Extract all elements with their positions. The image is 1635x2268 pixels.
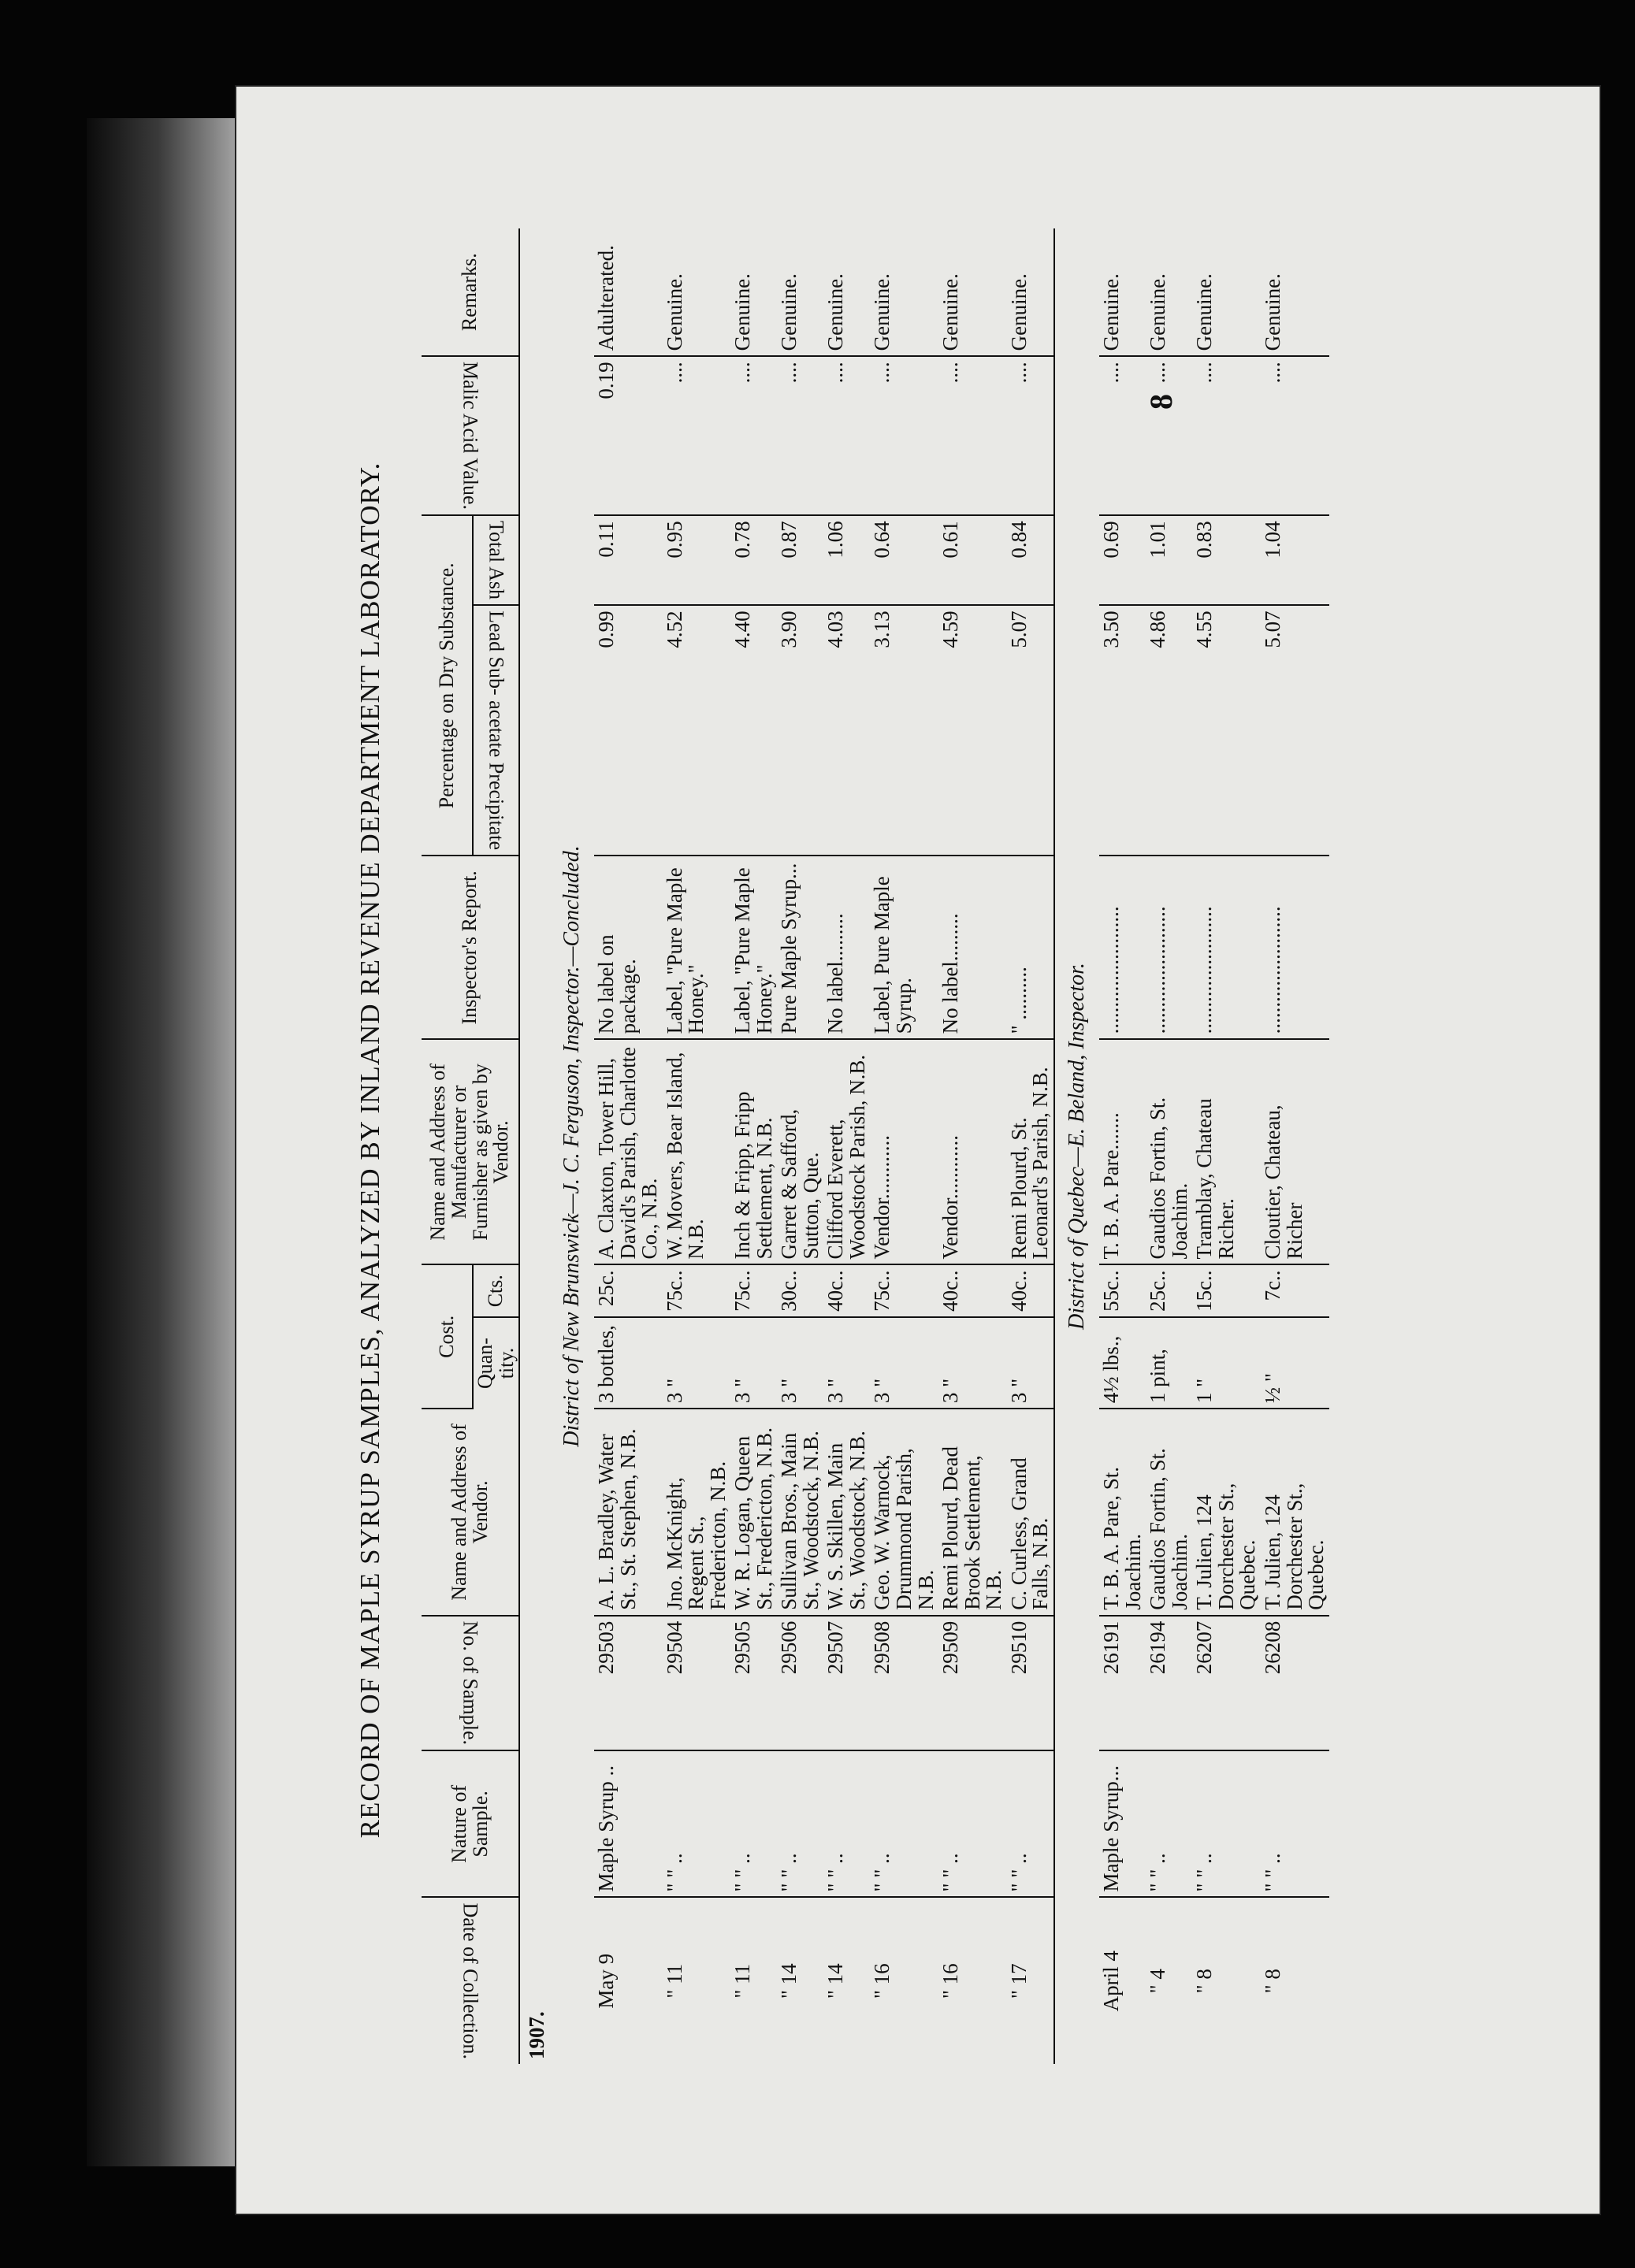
cell-ash: 0.87 (777, 515, 823, 605)
document-page (236, 87, 1600, 2214)
header-lead-label: Lead Sub- acetate Precipitate (485, 611, 508, 851)
cell-number: 26207 (1192, 1616, 1261, 1750)
cell-vendor: Sullivan Bros., Main St., Woodstock, N.B. (777, 1409, 823, 1616)
cell-lead: 4.40 (730, 605, 777, 856)
table-row (1261, 228, 1329, 2064)
header-cost: Cost. (422, 1264, 473, 1409)
cell-remarks: Genuine. (730, 228, 777, 356)
cell-report: Pure Maple Syrup... (777, 856, 823, 1039)
cell-remarks: Genuine. (823, 228, 870, 356)
header-malic (422, 356, 519, 515)
district-heading-row (1054, 228, 1100, 2064)
header-date-label: Date of Collection. (459, 1902, 482, 2059)
cell-quantity: 1 pint, (1146, 1317, 1192, 1409)
cell-remarks: Genuine. (777, 228, 823, 356)
cell-lead: 3.90 (777, 605, 823, 856)
cell-quantity: 3 " (663, 1317, 731, 1409)
header-percentage: Percentage on Dry Substance. (422, 515, 473, 856)
table-row (870, 228, 938, 2064)
table-row (1146, 228, 1192, 2064)
header-vendor: Name and Address of Vendor. (422, 1409, 519, 1616)
cell-remarks: Genuine. (938, 228, 1007, 356)
district-heading-row (550, 228, 595, 2064)
table-row (663, 228, 731, 2064)
cell-vendor: T. Julien, 124 Dorchester St., Quebec. (1192, 1409, 1261, 1616)
cell-manufacturer: W. Movers, Bear Island, N.B. (663, 1039, 731, 1264)
cell-ash: 0.78 (730, 515, 777, 605)
cell-report: ........................ (1099, 856, 1146, 1039)
cell-manufacturer: Vendor............ (938, 1039, 1007, 1264)
cell-number: 29508 (870, 1616, 938, 1750)
cell-ash: 0.95 (663, 515, 731, 605)
cell-nature: " " .. (1261, 1750, 1329, 1897)
table-row (823, 228, 870, 2064)
cell-manufacturer: Inch & Fripp, Fripp Settlement, N.B. (730, 1039, 777, 1264)
cell-manufacturer: Tramblay, Chateau Richer. (1192, 1039, 1261, 1264)
cell-remarks: Genuine. (663, 228, 731, 356)
cell-number: 29509 (938, 1616, 1007, 1750)
cell-number: 26191 (1099, 1616, 1146, 1750)
cell-day: 8 (1192, 1969, 1217, 1980)
cell-malic: .... (1146, 356, 1192, 515)
cell-manufacturer: A. Claxton, Tower Hill, David's Parish, Charlotte Co., N.B. (594, 1039, 663, 1264)
cell-number: 29506 (777, 1616, 823, 1750)
cell-month: " (662, 1989, 686, 1999)
cell-nature: " " .. (1146, 1750, 1192, 1897)
cell-nature: " " .. (777, 1750, 823, 1897)
cell-report: No label on package. (594, 856, 663, 1039)
cell-quantity: 3 " (870, 1317, 938, 1409)
cell-day: 8 (1261, 1969, 1284, 1980)
page-number: 8 (1143, 394, 1179, 410)
header-ash (473, 515, 519, 605)
cell-date (1007, 1897, 1054, 2064)
cell-nature: " " .. (870, 1750, 938, 1897)
cell-manufacturer: Garret & Safford, Sutton, Que. (777, 1039, 823, 1264)
cell-lead: 3.50 (1099, 605, 1146, 856)
cell-month: " (1261, 1984, 1284, 1994)
cell-day: 9 (594, 1953, 619, 1965)
table-row (1007, 228, 1054, 2064)
header-manufacturer: Name and Address of Manufacturer or Furnisher as given by Vendor. (422, 1039, 519, 1264)
cell-cost: 30c.. (777, 1264, 823, 1316)
cell-cost: 15c.. (1192, 1264, 1261, 1316)
cell-cost: 75c.. (730, 1264, 777, 1316)
cell-month: " (1192, 1984, 1217, 1994)
cell-vendor: W. R. Logan, Queen St., Fredericton, N.B. (730, 1409, 777, 1616)
cell-vendor: Geo. W. Warnock, Drummond Parish, N.B. (870, 1409, 938, 1616)
cell-quantity: 3 " (730, 1317, 777, 1409)
cell-manufacturer: Clifford Everett, Woodstock Parish, N.B. (823, 1039, 870, 1264)
cell-lead: 5.07 (1261, 605, 1329, 856)
cell-cost: 40c.. (938, 1264, 1007, 1316)
cell-remarks: Genuine. (1146, 228, 1192, 356)
cell-malic: .... (1099, 356, 1146, 515)
cell-ash: 0.83 (1192, 515, 1261, 605)
table-header (422, 228, 519, 2064)
table-row (777, 228, 823, 2064)
cell-cost: 25c.. (1146, 1264, 1192, 1316)
cell-date (823, 1897, 870, 2064)
cell-date (1261, 1897, 1329, 2064)
cell-report: ........................ (1261, 856, 1329, 1039)
cell-day: 4 (1099, 1951, 1124, 1962)
header-malic-label: Malic Acid Value. (459, 362, 482, 510)
cell-remarks: Genuine. (1099, 228, 1146, 356)
cell-cost: 25c. (594, 1264, 663, 1316)
header-number (422, 1616, 519, 1750)
header-lead (473, 605, 519, 856)
header-quantity: Quan- tity. (473, 1317, 519, 1409)
cell-lead: 0.99 (594, 605, 663, 856)
cell-remarks: Genuine. (870, 228, 938, 356)
cell-manufacturer: Cloutier, Chateau, Richer (1261, 1039, 1329, 1264)
cell-nature: " " .. (1192, 1750, 1261, 1897)
cell-lead: 5.07 (1007, 605, 1054, 856)
cell-month: " (730, 1989, 755, 1999)
cell-remarks: Genuine. (1007, 228, 1054, 356)
cell-nature: " " .. (823, 1750, 870, 1897)
cell-day: 14 (823, 1963, 848, 1985)
cell-vendor: A. L. Bradley, Water St., St. Stephen, N.B. (594, 1409, 663, 1616)
cell-report: Label, Pure Maple Syrup. (870, 856, 938, 1039)
cell-manufacturer: T. B. A. Pare....... (1099, 1039, 1146, 1264)
cell-month: " (823, 1990, 848, 1999)
cell-lead: 4.59 (938, 605, 1007, 856)
year-row (519, 228, 550, 2064)
district-heading: District of New Brunswick—J. C. Ferguson, Inspector.—Concluded. (559, 845, 584, 1447)
district-heading: District of Quebec—E. Beland, Inspector. (1054, 228, 1100, 2064)
cell-day: 11 (662, 1963, 686, 1984)
cell-quantity: 4½ lbs., (1099, 1317, 1146, 1409)
cell-nature: " " .. (663, 1750, 731, 1897)
cell-ash: 0.11 (594, 515, 663, 605)
table-row (730, 228, 777, 2064)
table-body (519, 228, 1329, 2064)
cell-date (777, 1897, 823, 2064)
table-row (1099, 228, 1146, 2064)
cell-date (663, 1897, 731, 2064)
table-row (594, 228, 663, 2064)
cell-malic: .... (1007, 356, 1054, 515)
header-remarks: Remarks. (422, 228, 519, 356)
cell-vendor: Jno. McKnight, Regent St., Fredericton, N.B. (663, 1409, 731, 1616)
cell-vendor: T. Julien, 124 Dorchester St., Quebec. (1261, 1409, 1329, 1616)
cell-manufacturer: Gaudios Fortin, St. Joachim. (1146, 1039, 1192, 1264)
cell-date (1192, 1897, 1261, 2064)
cell-cost: 75c.. (663, 1264, 731, 1316)
header-date (422, 1897, 519, 2064)
cell-vendor: T. B. A. Pare, St. Joachim. (1099, 1409, 1146, 1616)
cell-remarks: Adulterated. (594, 228, 663, 356)
cell-cost: 40c.. (1007, 1264, 1054, 1316)
cell-date (1099, 1897, 1146, 2064)
cell-vendor: Gaudios Fortin, St. Joachim. (1146, 1409, 1192, 1616)
cell-vendor: C. Curless, Grand Falls, N.B. (1007, 1409, 1054, 1616)
year-cell: 1907. (525, 2011, 549, 2059)
cell-ash: 0.69 (1099, 515, 1146, 605)
cell-cost: 40c.. (823, 1264, 870, 1316)
cell-date (730, 1897, 777, 2064)
cell-lead: 4.86 (1146, 605, 1192, 856)
cell-malic: .... (938, 356, 1007, 515)
cell-ash: 0.84 (1007, 515, 1054, 605)
cell-date (938, 1897, 1007, 2064)
header-number-label: No. of Sample. (459, 1620, 482, 1746)
cell-number: 29503 (594, 1616, 663, 1750)
cell-cost: 55c.. (1099, 1264, 1146, 1316)
cell-month: " (777, 1990, 801, 1999)
cell-ash: 1.04 (1261, 515, 1329, 605)
cell-quantity: 3 " (823, 1317, 870, 1409)
header-report: Inspector's Report. (422, 856, 519, 1039)
cell-malic: .... (823, 356, 870, 515)
cell-number: 29510 (1007, 1616, 1054, 1750)
cell-number: 26208 (1261, 1616, 1329, 1750)
cell-month: April (1099, 1966, 1124, 2012)
cell-date (870, 1897, 938, 2064)
cell-nature: " " .. (1007, 1750, 1054, 1897)
cell-nature: " " .. (938, 1750, 1007, 1897)
cell-lead: 3.13 (870, 605, 938, 856)
cell-lead: 4.03 (823, 605, 870, 856)
cell-number: 26194 (1146, 1616, 1192, 1750)
cell-report: " .......... (1007, 856, 1054, 1039)
cell-cost: 75c.. (870, 1264, 938, 1316)
cell-nature: Maple Syrup... (1099, 1750, 1146, 1897)
cell-quantity: 3 " (777, 1317, 823, 1409)
cell-malic: 0.19 (594, 356, 663, 515)
cell-report: No label......... (823, 856, 870, 1039)
cell-vendor: Remi Plourd, Dead Brook Settlement, N.B. (938, 1409, 1007, 1616)
cell-month: " (870, 1990, 894, 1999)
cell-number: 29504 (663, 1616, 731, 1750)
cell-remarks: Genuine. (1192, 228, 1261, 356)
cell-malic: .... (777, 356, 823, 515)
cell-manufacturer: Vendor............ (870, 1039, 938, 1264)
cell-month: " (1146, 1984, 1170, 1994)
maple-syrup-record-table (422, 228, 1329, 2064)
cell-day: 4 (1146, 1969, 1170, 1980)
cell-number: 29507 (823, 1616, 870, 1750)
cell-month: " (1006, 1990, 1031, 1999)
cell-number: 29505 (730, 1616, 777, 1750)
cell-day: 16 (870, 1963, 894, 1985)
cell-malic: .... (663, 356, 731, 515)
header-cents: Cts. (473, 1264, 519, 1316)
cell-malic: .... (1261, 356, 1329, 515)
cell-report: ........................ (1192, 856, 1261, 1039)
cell-day: 17 (1006, 1963, 1031, 1985)
cell-quantity: 3 " (1007, 1317, 1054, 1409)
header-ash-label: Total Ash (485, 521, 508, 600)
cell-day: 14 (777, 1963, 801, 1985)
table-row (938, 228, 1007, 2064)
cell-malic: .... (730, 356, 777, 515)
cell-remarks: Genuine. (1261, 228, 1329, 356)
cell-lead: 4.55 (1192, 605, 1261, 856)
cell-ash: 1.06 (823, 515, 870, 605)
cell-date (1146, 1897, 1192, 2064)
table-row (1192, 228, 1261, 2064)
cell-quantity: 1 " (1192, 1317, 1261, 1409)
cell-report: ........................ (1146, 856, 1192, 1039)
cell-cost: 7c.. (1261, 1264, 1329, 1316)
cell-report: Label, "Pure Maple Honey." (730, 856, 777, 1039)
cell-lead: 4.52 (663, 605, 731, 856)
cell-date (594, 1897, 663, 2064)
cell-quantity: ½ " (1261, 1317, 1329, 1409)
cell-day: 11 (730, 1963, 755, 1984)
cell-report: Label, "Pure Maple Honey." (663, 856, 731, 1039)
cell-ash: 0.64 (870, 515, 938, 605)
page-title: RECORD OF MAPLE SYRUP SAMPLES, ANALYZED BY INLAND REVENUE DEPARTMENT LABORATORY. (355, 462, 385, 1839)
cell-nature: " " .. (730, 1750, 777, 1897)
cell-ash: 0.61 (938, 515, 1007, 605)
cell-day: 16 (938, 1963, 963, 1985)
cell-malic: .... (870, 356, 938, 515)
header-nature: Nature of Sample. (422, 1750, 519, 1897)
cell-nature: Maple Syrup .. (594, 1750, 663, 1897)
cell-quantity: 3 bottles, (594, 1317, 663, 1409)
cell-malic: .... (1192, 356, 1261, 515)
cell-manufacturer: Remi Plourd, St. Leonard's Parish, N.B. (1007, 1039, 1054, 1264)
cell-month: " (938, 1990, 963, 1999)
cell-ash: 1.01 (1146, 515, 1192, 605)
cell-month: May (594, 1969, 619, 2009)
cell-quantity: 3 " (938, 1317, 1007, 1409)
cell-report: No label......... (938, 856, 1007, 1039)
cell-vendor: W. S. Skillen, Main St., Woodstock, N.B. (823, 1409, 870, 1616)
rotated-page-content (236, 87, 1600, 2214)
